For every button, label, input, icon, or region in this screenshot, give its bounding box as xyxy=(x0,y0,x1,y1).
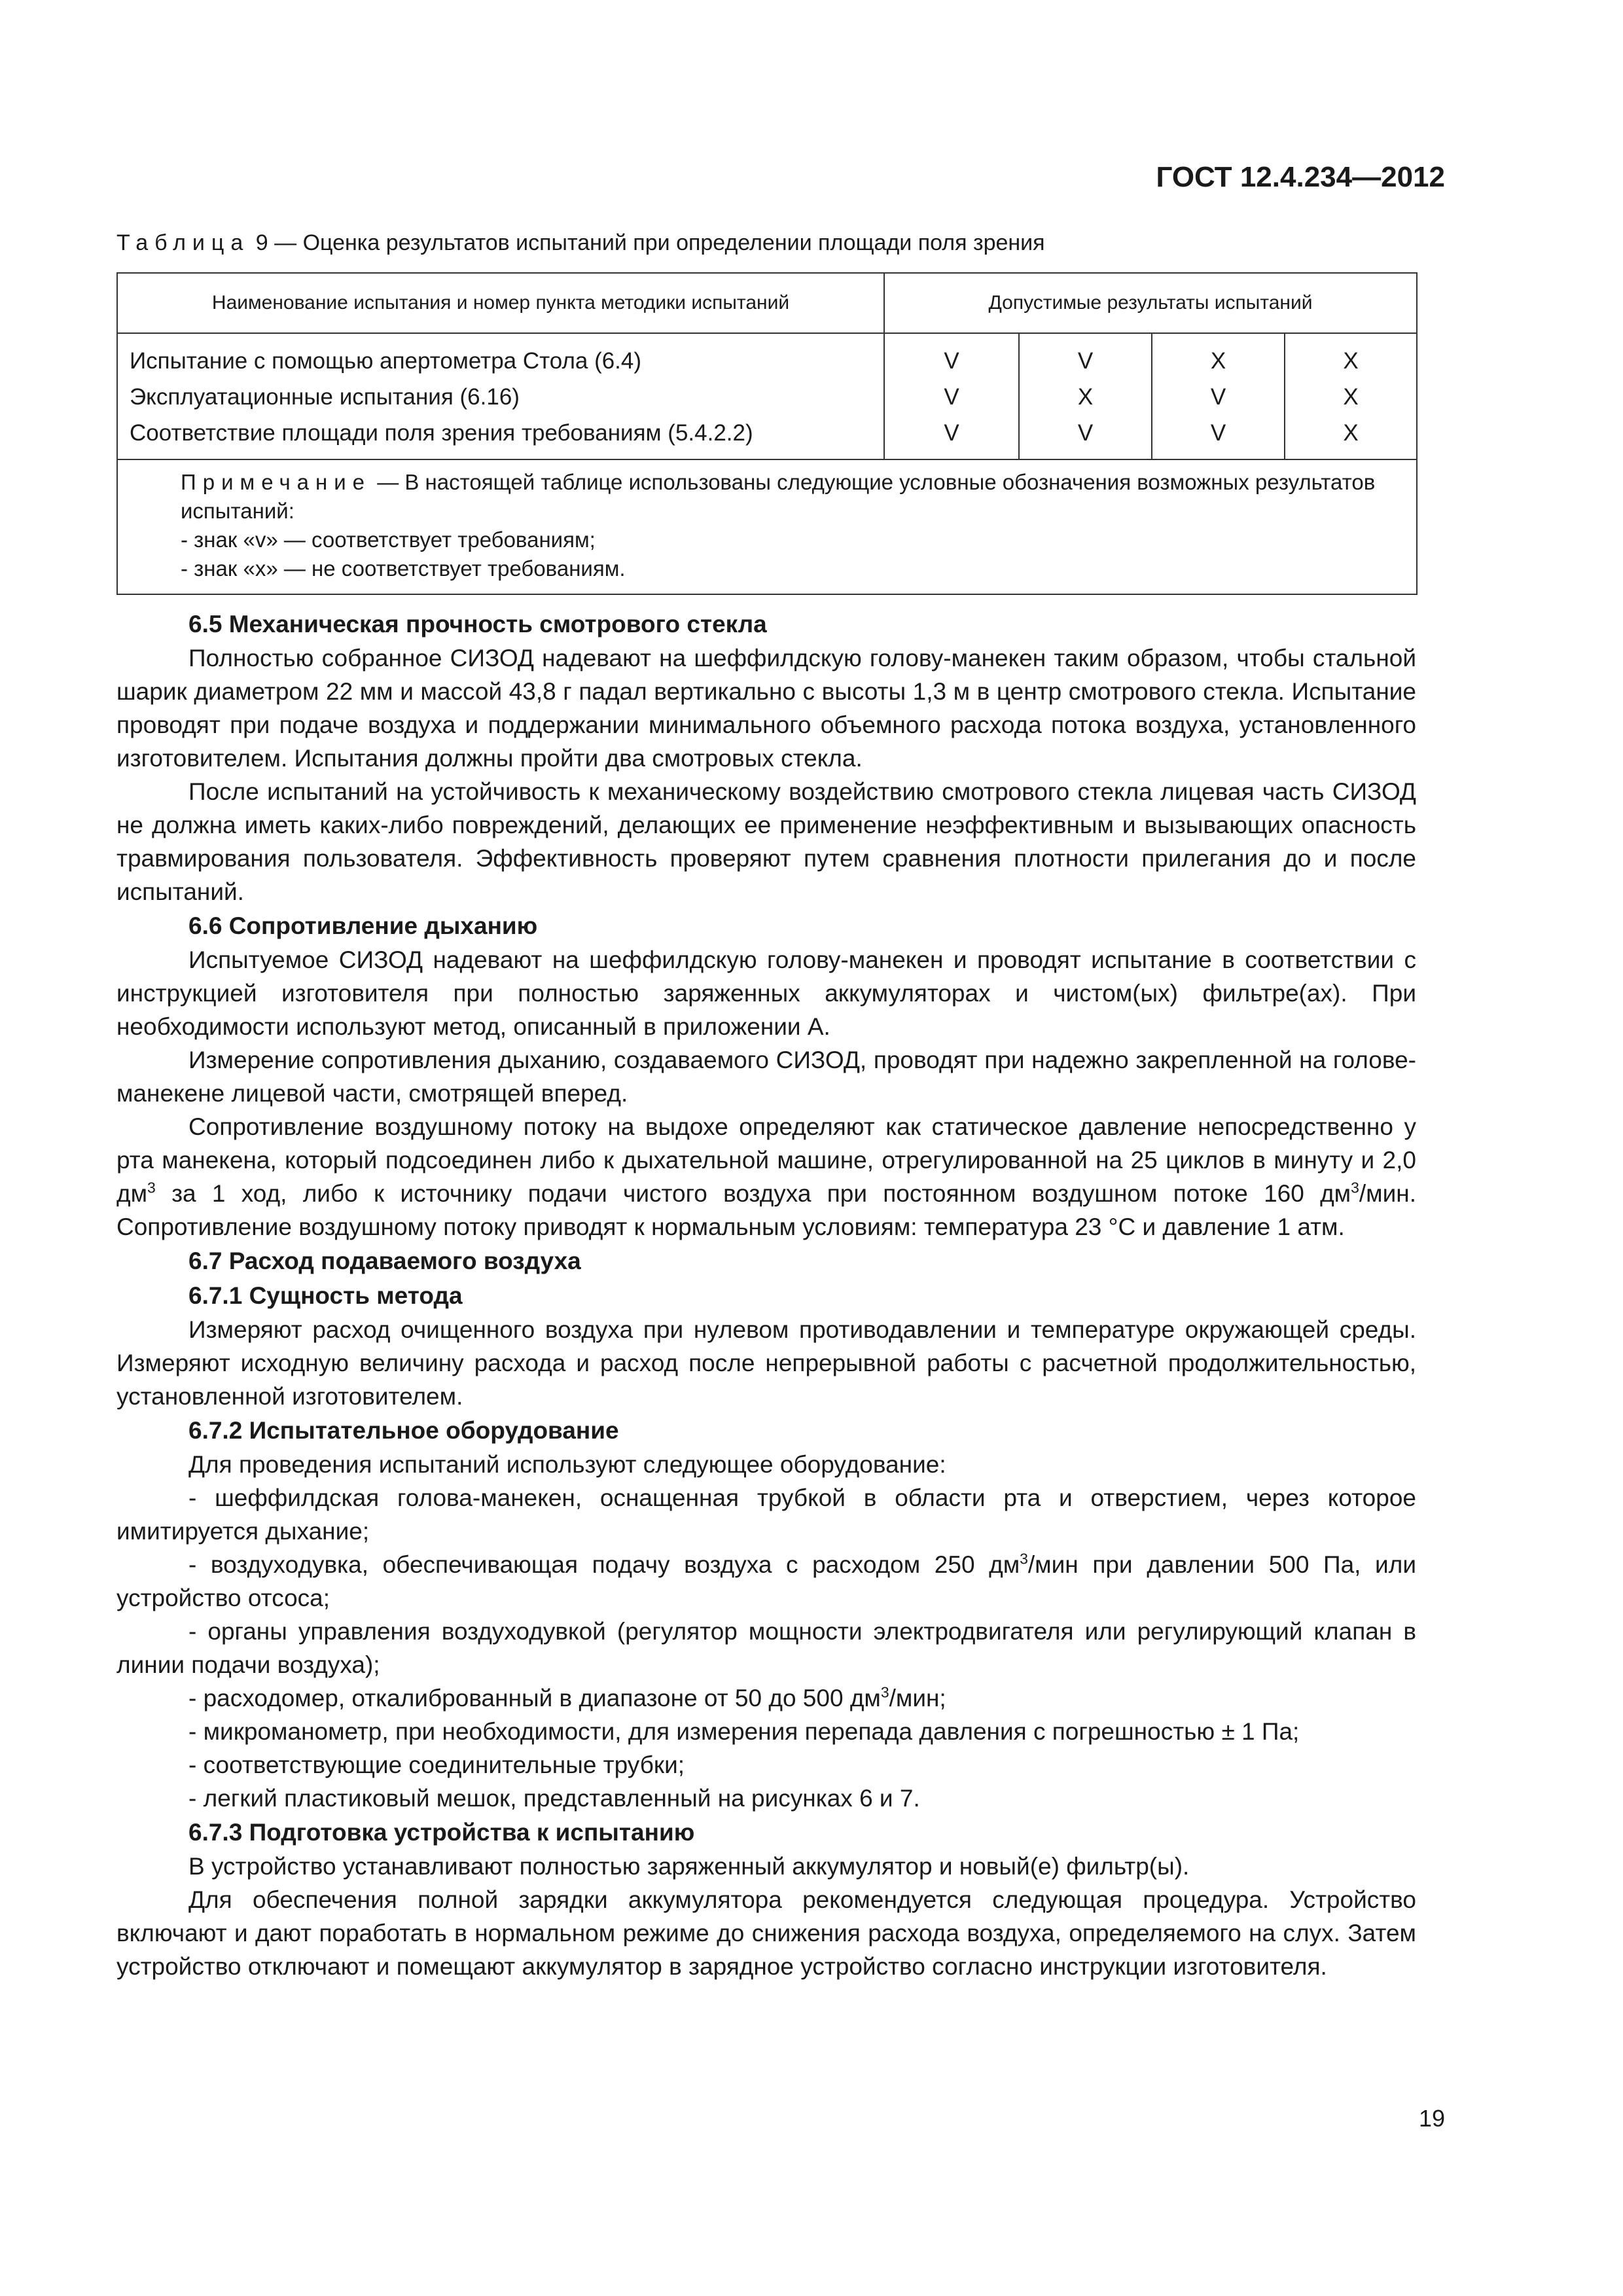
section-heading-6-5: 6.5 Механическая прочность смотрового стекла xyxy=(188,611,767,637)
test-name: Испытание с помощью апертометра Стола (6.4) xyxy=(130,348,642,374)
table-caption-text: 9 — Оценка результатов испытаний при определении площади поля зрения xyxy=(255,230,1045,255)
result-mark: V xyxy=(944,348,959,374)
paragraph: Для проведения испытаний используют следующее оборудование: xyxy=(188,1451,946,1478)
result-column-3 xyxy=(1152,333,1285,459)
section-heading-6-7-1: 6.7.1 Сущность метода xyxy=(188,1282,463,1309)
list-item: - шеффилдская голова-манекен, оснащенная трубкой в области рта и отверстием, через которое имитируется дыхание; xyxy=(116,1484,1416,1545)
result-mark: X xyxy=(1343,348,1359,374)
result-mark: V xyxy=(944,420,959,446)
section-heading-6-6: 6.6 Сопротивление дыханию xyxy=(188,912,538,939)
paragraph: Испытуемое СИЗОД надевают на шеффилдскую голову-манекен и проводят испытание в соответствии с инструкцией изготовителя при полностью заряженных аккумуляторах и чистом(ых) фильтре(ах). При необходимости используют метод, описанный в приложении А. xyxy=(116,946,1416,1040)
result-mark: X xyxy=(1343,420,1359,446)
list-item: - микроманометр, при необходимости, для измерения перепада давления с погрешностью ± 1 Па; xyxy=(188,1718,1300,1745)
test-names-cell xyxy=(117,333,884,459)
table-note-row xyxy=(117,459,1417,594)
note-label: Примечание xyxy=(181,470,372,494)
text-run: /мин; xyxy=(889,1685,946,1712)
superscript: 3 xyxy=(880,1683,889,1701)
table-header-row xyxy=(117,273,1417,333)
results-table xyxy=(116,272,1418,595)
paragraph: Для обеспечения полной зарядки аккумулятора рекомендуется следующая процедура. Устройство включают и дают поработать в нормальном режиме до снижения расхода воздуха, определяемого на слух. Затем устройство отключают и помещают аккумулятор в зарядное устройство согласно инструкции изготовителя. xyxy=(116,1886,1416,1980)
text-run: /мин. Сопротивление воздушному потоку приводят к нормальным условиям: температура 23 °С и давление 1 атм. xyxy=(116,1180,1416,1240)
superscript: 3 xyxy=(1020,1550,1028,1568)
result-mark: V xyxy=(944,384,959,410)
superscript: 3 xyxy=(147,1179,156,1196)
paragraph: После испытаний на устойчивость к механическому воздействию смотрового стекла лицевая часть СИЗОД не должна иметь каких-либо повреждений, делающих ее применение неэффективным и вызывающих опасность травмирования пользователя. Эффективность проверяют путем сравнения плотности прилегания до и после испытаний. xyxy=(116,778,1416,905)
list-item: - легкий пластиковый мешок, представленный на рисунках 6 и 7. xyxy=(188,1785,920,1812)
table-caption-label: Таблица xyxy=(116,230,250,255)
document-header: ГОСТ 12.4.234—2012 xyxy=(1156,161,1445,193)
list-item xyxy=(116,1681,1416,1715)
superscript: 3 xyxy=(1351,1179,1359,1196)
document-body xyxy=(116,607,1416,1983)
note-text: — В настоящей таблице использованы следующие условные обозначения возможных результатов испытаний: xyxy=(181,470,1376,523)
paragraph xyxy=(116,1110,1416,1244)
table-note xyxy=(117,459,1417,594)
result-column-1 xyxy=(884,333,1019,459)
paragraph: Полностью собранное СИЗОД надевают на шеффилдскую голову-манекен таким образом, чтобы стальной шарик диаметром 22 мм и массой 43,8 г падал вертикально с высоты 1,3 м в центр смотрового стекла. Испытание проводят при подаче воздуха и поддержании минимального объемного расхода потока воздуха, установленного изготовителем. Испытания должны пройти два смотровых стекла. xyxy=(116,645,1416,772)
text-run: - воздуходувка, обеспечивающая подачу воздуха с расходом 250 дм xyxy=(188,1551,1020,1578)
section-heading-6-7-3: 6.7.3 Подготовка устройства к испытанию xyxy=(188,1819,695,1846)
result-mark: V xyxy=(1077,420,1094,446)
text-run: за 1 ход, либо к источнику подачи чистого воздуха при постоянном воздушном потоке 160 дм xyxy=(155,1180,1351,1207)
list-item: - органы управления воздуходувкой (регулятор мощности электродвигателя или регулирующий клапан в линии подачи воздуха); xyxy=(116,1618,1416,1678)
list-item: - соответствующие соединительные трубки; xyxy=(188,1751,685,1778)
table-caption xyxy=(116,230,1045,256)
note-item: - знак «x» — не соответствует требованиям. xyxy=(181,556,626,581)
text-run: /мин при давлении 500 Па, или устройство отсоса; xyxy=(116,1551,1416,1611)
result-column-2 xyxy=(1019,333,1152,459)
result-mark: V xyxy=(1210,384,1226,410)
section-heading-6-7: 6.7 Расход подаваемого воздуха xyxy=(188,1247,581,1274)
result-column-4 xyxy=(1285,333,1417,459)
result-mark: V xyxy=(1077,348,1094,374)
text-run: - расходомер, откалиброванный в диапазоне от 50 до 500 дм xyxy=(188,1685,881,1712)
test-name: Эксплуатационные испытания (6.16) xyxy=(130,384,520,410)
column-header-results: Допустимые результаты испытаний xyxy=(884,273,1417,333)
result-mark: X xyxy=(1343,384,1359,410)
result-mark: X xyxy=(1077,384,1094,410)
paragraph: Измеряют расход очищенного воздуха при нулевом противодавлении и температуре окружающей среды. Измеряют исходную величину расхода и расход после непрерывной работы с расчетной продолжительностью, установленной изготовителем. xyxy=(116,1316,1416,1410)
test-name: Соответствие площади поля зрения требованиям (5.4.2.2) xyxy=(130,420,753,446)
page-number: 19 xyxy=(1418,2105,1445,2132)
table-row xyxy=(117,333,1417,459)
paragraph: В устройство устанавливают полностью заряженный аккумулятор и новый(е) фильтр(ы). xyxy=(188,1853,1190,1880)
paragraph: Измерение сопротивления дыханию, создаваемого СИЗОД, проводят при надежно закрепленной на голове-манекене лицевой части, смотрящей вперед. xyxy=(116,1047,1416,1107)
result-mark: V xyxy=(1210,420,1226,446)
note-item: - знак «v» — соответствует требованиям; xyxy=(181,528,596,552)
result-mark: X xyxy=(1210,348,1226,374)
section-heading-6-7-2: 6.7.2 Испытательное оборудование xyxy=(188,1417,619,1444)
column-header-test-name: Наименование испытания и номер пункта методики испытаний xyxy=(117,273,884,333)
list-item xyxy=(116,1548,1416,1615)
text-run: Сопротивление воздушному потоку на выдохе определяют как статическое давление непосредственно у рта манекена, который подсоединен либо к дыхательной машине, отрегулированной на 25 циклов в минуту и 2,0 дм xyxy=(116,1113,1416,1207)
